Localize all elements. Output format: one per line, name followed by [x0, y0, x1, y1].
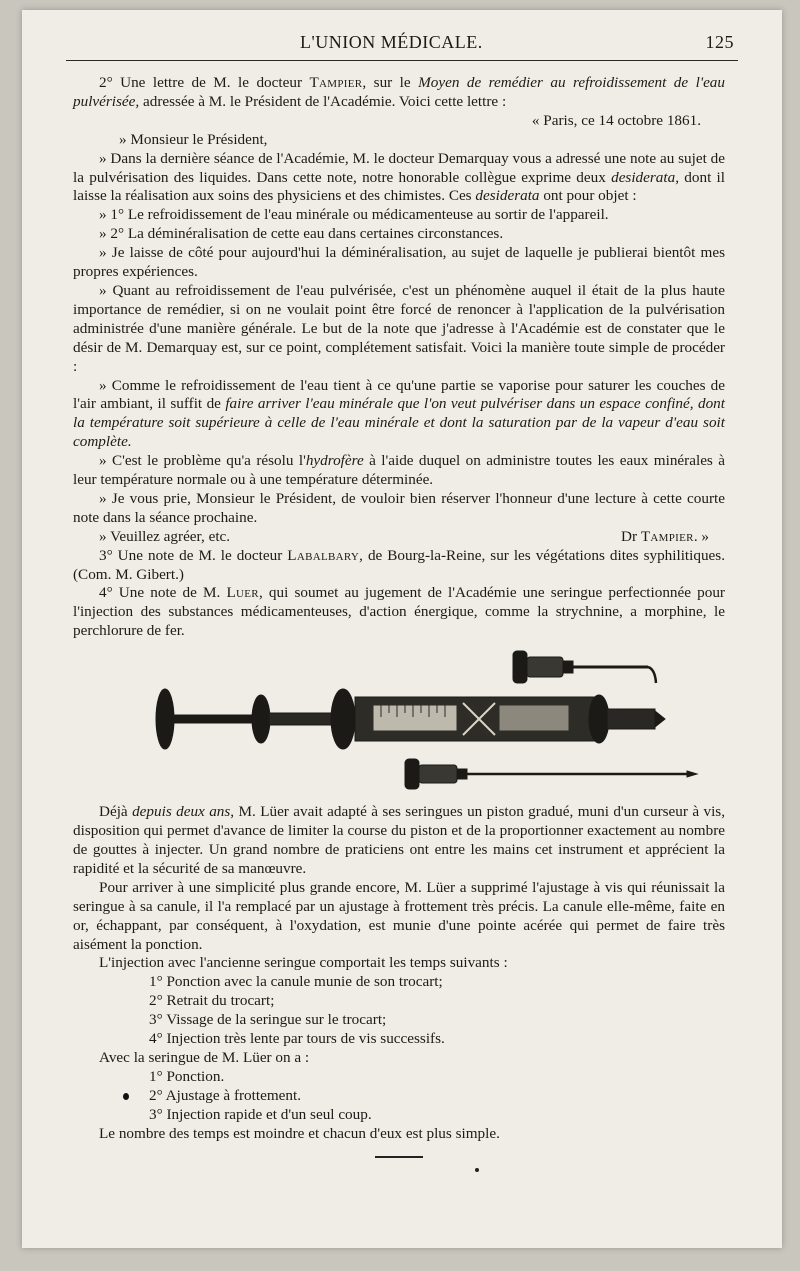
- letter-objective-2: » 2° La déminéralisation de cette eau dans certaines circonstances.: [99, 225, 504, 243]
- ink-dot-icon: [123, 1093, 129, 1100]
- old-method-steps: [73, 973, 725, 1049]
- letter-salutation: » Monsieur le Président,: [119, 130, 268, 148]
- list-item: 4° Injection très lente par tours de vis successifs.: [149, 1030, 445, 1048]
- item-4-paragraph: 4° Une note de M. Luer, qui soumet au jugement de l'Académie une seringue perfectionnée pour l'injection des substances médicamenteuses, d'action énergique, comme la strychnine, a morphine, le perchlorure de fer.: [73, 584, 725, 640]
- list-item: 3° Vissage de la seringue sur le trocart;: [149, 1011, 387, 1029]
- lower-cannula: [405, 759, 697, 789]
- author-name: Tampier: [309, 74, 363, 91]
- journal-title: L'UNION MÉDICALE.: [300, 32, 483, 52]
- letter-closing-line: [73, 528, 725, 547]
- syringe-illustration-icon: [93, 647, 713, 795]
- letter-date: « Paris, ce 14 octobre 1861.: [531, 111, 701, 129]
- journal-page: [22, 10, 782, 1248]
- new-method-intro: Avec la seringue de M. Lüer on a :: [99, 1048, 310, 1066]
- letter-paragraph-4: » Comme le refroidissement de l'eau tient à ce qu'une partie se vaporise pour saturer les couches de l'air ambiant, il suffit de faire arriver l'eau minérale que l'on veut pulvériser dans un espace confiné, dont la température soit supérieure à celle de l'eau minérale et dont la saturation par de la vapeur d'eau soit complète.: [73, 376, 725, 451]
- end-rule: [375, 1156, 423, 1158]
- conclusion: Le nombre des temps est moindre et chacun d'eux est plus simple.: [99, 1124, 500, 1142]
- author-name: Luer: [226, 584, 259, 602]
- list-item: 3° Injection rapide et d'un seul coup.: [149, 1105, 372, 1123]
- luer-paragraph-2: Pour arriver à une simplicité plus grande encore, M. Lüer a supprimé l'ajustage à vis qui réunissait la seringue à sa canule, il l'a remplacé par un ajustage à frottement très précis. La canule elle-même, faite en or, échappant, par conséquent, à l'oxydation, est munie d'une pointe acérée qui permet de faire très aisément la ponction.: [73, 878, 725, 953]
- upper-cannula: [513, 651, 656, 683]
- letter-signature: Dr Tampier. »: [621, 527, 709, 545]
- syringe-figure: [73, 647, 725, 795]
- list-item: 1° Ponction avec la canule munie de son trocart;: [149, 973, 443, 991]
- article-body: [73, 74, 725, 1172]
- list-item: 2° Retrait du trocart;: [149, 992, 275, 1010]
- item-3-paragraph: 3° Une note de M. le docteur Labalbary, de Bourg-la-Reine, sur les végétations dites syphilitiques. (Com. M. Gibert.): [73, 546, 725, 583]
- letter-paragraph-6: » Je vous prie, Monsieur le Président, de vouloir bien réserver l'honneur d'une lecture à cette courte note dans la séance prochaine.: [73, 489, 725, 526]
- header-rule: [66, 60, 738, 61]
- letter-paragraph-5: » C'est le problème qu'a résolu l'hydrofère à l'aide duquel on administre toutes les eaux minérales à leur température normale ou à une température déterminée.: [73, 452, 725, 489]
- running-header: [22, 32, 782, 58]
- letter-objective-1: » 1° Le refroidissement de l'eau minérale ou médicamenteuse au sortir de l'appareil.: [99, 206, 609, 224]
- letter-paragraph-1: » Dans la dernière séance de l'Académie, M. le docteur Demarquay vous a adressé une note au sujet de la pulvérisation des liquides. Dans cette note, notre honorable collègue exprime deux desiderata, dont il laisse la réalisation aux soins des physiciens et des chimistes. Ces desiderata ont pour objet :: [73, 149, 725, 205]
- list-item: 1° Ponction.: [149, 1067, 225, 1085]
- author-name: Labalbary: [287, 546, 360, 564]
- letter-paragraph-2: » Je laisse de côté pour aujourd'hui la déminéralisation, au sujet de laquelle je publierai bientôt mes propres expériences.: [73, 244, 725, 281]
- page-number: 125: [705, 32, 734, 52]
- list-item: 2° Ajustage à frottement.: [73, 1087, 725, 1106]
- item-2-paragraph: 2° Une lettre de M. le docteur Tampier, sur le Moyen de remédier au refroidissement de l'eau pulvérisée, adressée à M. le Président de l'Académie. Voici cette lettre :: [73, 74, 725, 110]
- luer-paragraph-1: Déjà depuis deux ans, M. Lüer avait adapté à ses seringues un piston gradué, muni d'un curseur à vis, disposition qui permet d'avance de limiter la course du piston et de la proportionner exactement au nombre de gouttes à injecter. Un grand nombre de praticiens ont entre les mains cet instrument et apprécient la rapidité et la sécurité de sa manœuvre.: [73, 803, 725, 877]
- main-syringe: [156, 689, 665, 749]
- letter-closing: » Veuillez agréer, etc.: [99, 527, 231, 545]
- new-method-steps: [73, 1068, 725, 1125]
- ink-dot-icon: [475, 1168, 479, 1172]
- old-method-intro: L'injection avec l'ancienne seringue comportait les temps suivants :: [99, 954, 508, 972]
- letter-paragraph-3: » Quant au refroidissement de l'eau pulvérisée, c'est un phénomène auquel il était de la plus haute importance de remédier, si on ne voulait point être forcé de renoncer à l'application de la pulvérisation administrée d'une manière générale. Le but de la note que j'adresse à l'Académie est de constater que le désir de M. Demarquay est, sur ce point, complétement satisfait. Voici la manière toute simple de procéder :: [73, 281, 725, 375]
